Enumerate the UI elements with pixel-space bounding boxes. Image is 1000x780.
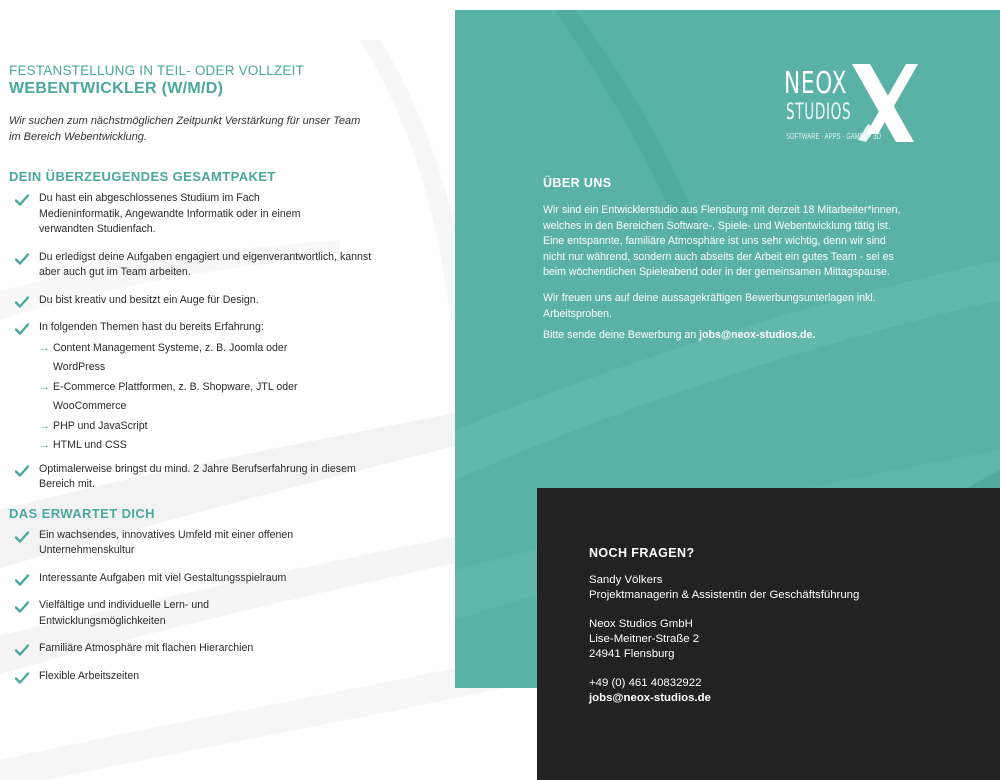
logo-wordmark-neox: NEOX [784, 66, 848, 101]
checkmark-icon [15, 323, 29, 335]
contact-details [589, 676, 969, 706]
checkmark-icon [15, 574, 29, 586]
job-title: WEBENTWICKLER (W/M/D) [9, 80, 224, 97]
about-paragraph-3: Wir freuen uns auf deine aussagekräftigen Bewerbungsunterlagen inkl. Arbeitsproben. [543, 291, 876, 320]
sublist-item [39, 436, 429, 456]
about-heading: ÜBER UNS [543, 176, 612, 190]
neox-studios-logo [780, 62, 920, 152]
expect-heading: DAS ERWARTET DICH [9, 505, 155, 521]
apply-email-link[interactable]: jobs@neox-studios.de. [699, 329, 816, 342]
contact-person [589, 573, 969, 603]
company-city: 24941 Flensburg [589, 648, 675, 660]
contact-phone[interactable]: +49 (0) 461 40832922 [589, 677, 702, 689]
list-item-text: Flexible Arbeitszeiten [39, 669, 140, 682]
contact-email-link[interactable]: jobs@neox-studios.de [589, 692, 711, 704]
package-heading: DEIN ÜBERZEUGENDES GESAMTPAKET [9, 169, 276, 184]
sublist-item-text: PHP und JavaScript [53, 419, 148, 432]
about-paragraph-2: Eine entspannte, familiäre Atmosphäre ist uns sehr wichtig, denn wir sind nicht nur während, sondern auch abseits der Arbeit ein gutes Team - sei es beim wöchentlichen Spieleabend oder in der gemeinsamen Mittagspause. [543, 235, 894, 279]
list-item [9, 191, 429, 238]
list-item-text: Ein wachsendes, innovatives Umfeld mit einer offenen Unternehmenskultur [39, 528, 294, 556]
sublist-item [39, 378, 429, 417]
arrow-right-icon: → [39, 380, 50, 393]
list-item [9, 598, 429, 629]
list-item [9, 528, 429, 559]
sublist-item-text: Content Management Systeme, z. B. Joomla oder WordPress [53, 341, 288, 373]
list-item [9, 462, 429, 493]
list-item-text: Du hast ein abgeschlossenes Studium im Fach Medieninformatik, Angewandte Informatik oder in einem verwandten Studienfach. [39, 192, 301, 235]
sublist-item [39, 417, 429, 437]
experience-sublist [39, 339, 429, 456]
company-street: Lise-Meitner-Straße 2 [589, 633, 700, 645]
about-section [543, 175, 903, 344]
checkmark-icon [15, 601, 29, 613]
company-name: Neox Studios GmbH [589, 618, 693, 630]
contact-section [589, 545, 969, 706]
checkmark-icon [15, 253, 29, 265]
about-paragraph-1: Wir sind ein Entwicklerstudio aus Flensburg mit derzeit 18 Mitarbeiter*innen, welches in den Bereichen Software-, Spiele- und Webentwicklung tätig ist. [543, 204, 901, 232]
list-item-text: Familiäre Atmosphäre mit flachen Hierarchien [39, 642, 254, 654]
about-paragraph-4 [543, 328, 903, 344]
list-item-text: Du bist kreativ und besitzt ein Auge für Design. [39, 293, 259, 306]
arrow-right-icon: → [39, 341, 50, 354]
checkmark-icon [15, 672, 29, 684]
package-list [9, 191, 429, 493]
checkmark-icon [15, 194, 29, 206]
apply-text: Bitte sende deine Bewerbung an [543, 329, 700, 342]
employment-type: FESTANSTELLUNG IN TEIL- ODER VOLLZEIT [9, 63, 304, 78]
list-item-text: Du erledigst deine Aufgaben engagiert und eigenverantwortlich, kannst aber auch gut im Team arbeiten. [39, 250, 372, 278]
list-item-text: Interessante Aufgaben mit viel Gestaltungsspielraum [39, 571, 287, 584]
list-item [9, 250, 429, 281]
checkmark-icon [15, 531, 29, 543]
checkmark-icon [15, 465, 29, 477]
checkmark-icon [15, 644, 29, 656]
list-item-text: Vielfältige und individuelle Lern- und Entwicklungsmöglichkeiten [39, 599, 210, 627]
arrow-right-icon: → [39, 419, 50, 432]
checkmark-icon [15, 296, 29, 308]
list-item [9, 669, 429, 685]
list-item [9, 571, 429, 587]
company-address [589, 617, 969, 662]
list-item [9, 320, 429, 456]
sublist-item-text: HTML und CSS [53, 439, 127, 451]
list-item-text: In folgenden Themen hast du bereits Erfahrung: [39, 321, 264, 333]
contact-name: Sandy Völkers [589, 574, 663, 586]
expect-list [9, 528, 429, 685]
sublist-item-text: E-Commerce Plattformen, z. B. Shopware, JTL oder WooCommerce [53, 380, 298, 412]
list-item [9, 641, 429, 657]
list-item [9, 293, 429, 309]
arrow-right-icon: → [39, 439, 50, 451]
sublist-item [39, 339, 429, 378]
job-intro: Wir suchen zum nächstmöglichen Zeitpunkt Verstärkung für unser Team im Bereich Webentwicklung. [9, 115, 361, 143]
contact-heading: NOCH FRAGEN? [589, 546, 695, 560]
logo-tagline: SOFTWARE · APPS · GAMES · 3D [786, 132, 882, 141]
job-description-column [9, 62, 429, 696]
logo-wordmark-studios: STUDIOS [786, 100, 852, 125]
contact-role: Projektmanagerin & Assistentin der Geschäftsführung [589, 589, 860, 601]
list-item-text: Optimalerweise bringst du mind. 2 Jahre Berufserfahrung in diesem Bereich mit. [39, 462, 356, 490]
